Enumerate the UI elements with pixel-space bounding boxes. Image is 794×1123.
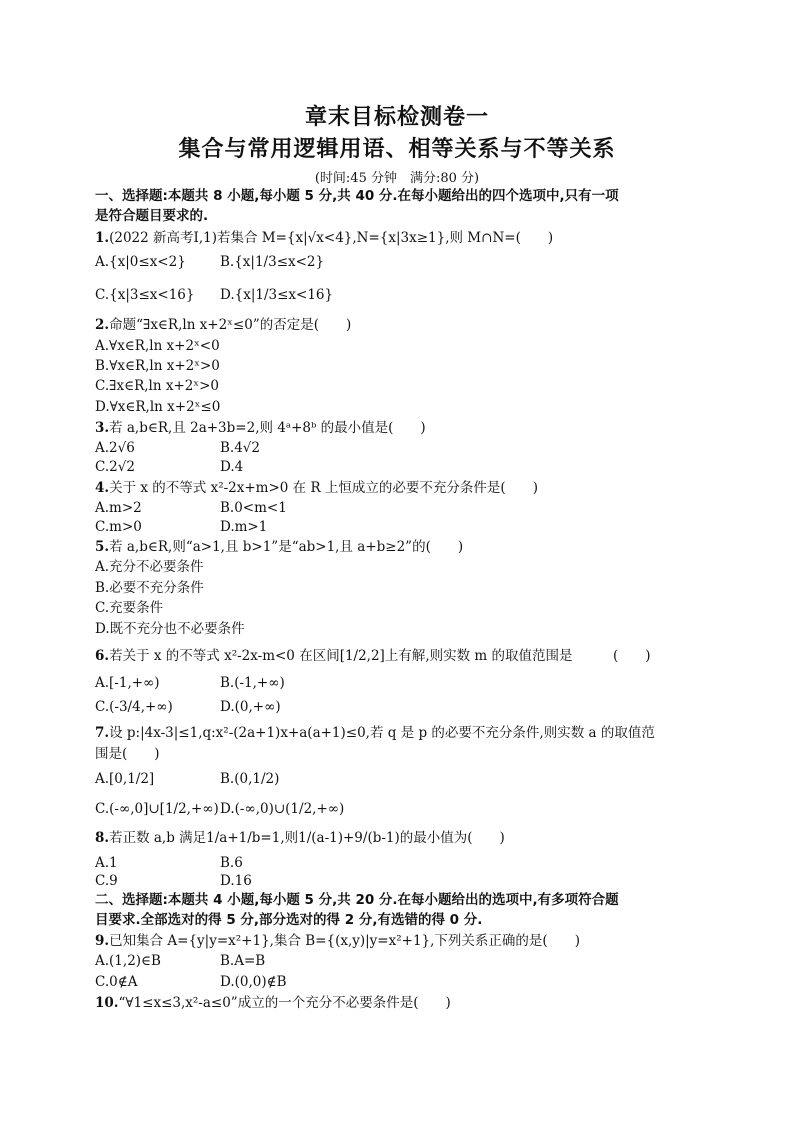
question-number: 5. xyxy=(95,539,110,555)
question-6 xyxy=(95,646,651,666)
section2-instruction: 二、选择题:本题共 4 小题,每小题 5 分,共 20 分.在每小题给出的选项中,有多项符合题 xyxy=(95,892,619,908)
title-main: 章末目标检测卷一 xyxy=(304,105,489,130)
q5-option-c: C.充要条件 xyxy=(95,600,164,616)
question-9 xyxy=(95,931,580,951)
q8-option-b: B.6 xyxy=(220,855,243,871)
q6-option-b: B.(-1,+∞) xyxy=(220,675,285,691)
question-number: 3. xyxy=(95,420,110,436)
q1-option-a: A.{x|0≤x<2} xyxy=(95,254,186,270)
q1-option-c: C.{x|3≤x<16} xyxy=(95,287,195,303)
question-number: 8. xyxy=(95,830,110,846)
q9-option-a: A.(1,2)∈B xyxy=(95,953,161,969)
q4-option-d: D.m>1 xyxy=(220,519,268,535)
question-8 xyxy=(95,828,505,848)
title-sub: 集合与常用逻辑用语、相等关系与不等关系 xyxy=(178,137,616,162)
q2-option-a: A.∀x∈R,ln x+2ˣ<0 xyxy=(95,338,220,354)
question-number: 6. xyxy=(95,648,110,664)
question-number: 7. xyxy=(95,725,110,741)
question-stem: 设 p:|4x-3|≤1,q:x²-(2a+1)x+a(a+1)≤0,若 q 是 p 的必要不充分条件,则实数 a 的取值范 xyxy=(109,725,655,741)
question-10 xyxy=(95,993,451,1013)
question-stem: 命题“∃x∈R,ln x+2ˣ≤0”的否定是( ) xyxy=(109,317,352,333)
q3-option-b: B.4√2 xyxy=(220,440,260,456)
question-5 xyxy=(95,537,463,557)
question-number: 2. xyxy=(95,317,110,333)
question-number: 10. xyxy=(95,995,119,1011)
question-3 xyxy=(95,418,426,438)
question-number: 4. xyxy=(95,480,110,496)
question-stem: (2022 新高考Ⅰ,1)若集合 M={x|√x<4},N={x|3x≥1},则 M∩N=( ) xyxy=(109,230,554,246)
question-stem: 若 a,b∈R,且 2a+3b=2,则 4ᵃ+8ᵇ 的最小值是( ) xyxy=(109,420,426,436)
q5-option-d: D.既不充分也不必要条件 xyxy=(95,621,245,637)
question-1 xyxy=(95,228,553,248)
question-stem: 若关于 x 的不等式 x²-2x-m<0 在区间[1/2,2]上有解,则实数 m 的取值范围是 ( ) xyxy=(109,648,651,664)
q7-option-d: D.(-∞,0)∪(1/2,+∞) xyxy=(220,801,345,817)
q2-option-c: C.∃x∈R,ln x+2ˣ>0 xyxy=(95,378,219,394)
q7-option-a: A.[0,1/2] xyxy=(95,771,155,787)
q2-option-d: D.∀x∈R,ln x+2ˣ≤0 xyxy=(95,399,221,415)
q2-option-b: B.∀x∈R,ln x+2ˣ>0 xyxy=(95,358,220,374)
q3-option-d: D.4 xyxy=(220,459,244,475)
q9-option-d: D.(0,0)∉B xyxy=(220,974,287,990)
q7-option-b: B.(0,1/2) xyxy=(220,771,280,787)
exam-meta: (时间:45 分钟 满分:80 分) xyxy=(314,171,480,186)
q6-option-c: C.(-3/4,+∞) xyxy=(95,699,173,715)
question-stem: 若正数 a,b 满足1/a+1/b=1,则1/(a-1)+9/(b-1)的最小值为( ) xyxy=(109,830,505,846)
q4-option-a: A.m>2 xyxy=(95,500,142,516)
question-7 xyxy=(95,723,655,743)
q4-option-b: B.0<m<1 xyxy=(220,500,287,516)
q8-option-a: A.1 xyxy=(95,855,118,871)
q5-option-b: B.必要不充分条件 xyxy=(95,580,204,596)
q4-option-c: C.m>0 xyxy=(95,519,142,535)
q7-option-c: C.(-∞,0]∪[1/2,+∞) xyxy=(95,801,219,817)
question-2 xyxy=(95,315,351,335)
q6-option-a: A.[-1,+∞) xyxy=(95,675,160,691)
question-number: 9. xyxy=(95,933,110,949)
section1-instruction: 一、选择题:本题共 8 小题,每小题 5 分,共 40 分.在每小题给出的四个选项中,只有一项 xyxy=(95,188,619,204)
q3-option-c: C.2√2 xyxy=(95,459,135,475)
question-stem: 若 a,b∈R,则“a>1,且 b>1”是“ab>1,且 a+b≥2”的( ) xyxy=(109,539,464,555)
q8-option-c: C.9 xyxy=(95,873,118,889)
q6-option-d: D.(0,+∞) xyxy=(220,699,281,715)
q8-option-d: D.16 xyxy=(220,873,252,889)
question-4 xyxy=(95,478,538,498)
q1-option-b: B.{x|1/3≤x<2} xyxy=(220,254,325,270)
question-stem: 已知集合 A={y|y=x²+1},集合 B={(x,y)|y=x²+1},下列关系正确的是( ) xyxy=(109,933,580,949)
section2-instruction-cont: 目要求.全部选对的得 5 分,部分选对的得 2 分,有选错的得 0 分. xyxy=(95,912,483,928)
q9-option-c: C.0∉A xyxy=(95,974,138,990)
q3-option-a: A.2√6 xyxy=(95,440,135,456)
question-number: 1. xyxy=(95,230,110,246)
q5-option-a: A.充分不必要条件 xyxy=(95,559,204,575)
q1-option-d: D.{x|1/3≤x<16} xyxy=(220,287,334,303)
question-stem: “∀1≤x≤3,x²-a≤0”成立的一个充分不必要条件是( ) xyxy=(118,995,451,1011)
question-7-cont: 围是( ) xyxy=(95,746,160,762)
q9-option-b: B.A=B xyxy=(220,953,266,969)
section1-instruction-cont: 是符合题目要求的. xyxy=(95,208,209,224)
question-stem: 关于 x 的不等式 x²-2x+m>0 在 R 上恒成立的必要不充分条件是( ) xyxy=(109,480,538,496)
